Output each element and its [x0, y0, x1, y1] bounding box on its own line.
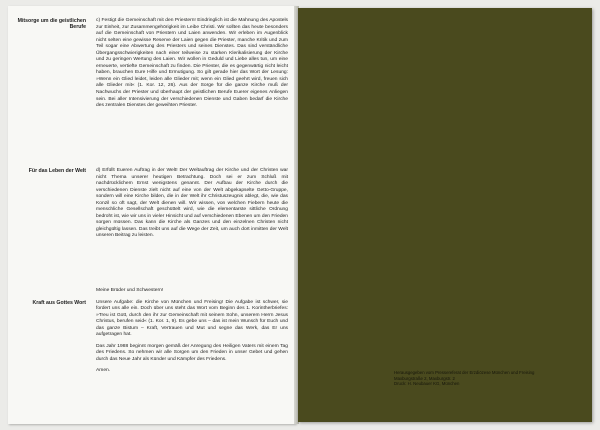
section-label: Kraft aus Gottes Wort [32, 300, 86, 306]
imprint-address: Maxburgstraße 2, Maxburgstr. 2 [394, 375, 455, 381]
paragraph: Das Jahr 1988 beginnt morgen gemäß der Anregung des Heiligen Vaters mit einem Tag des Friedens. So nehmen wir alle Sorgen um den Frieden in unser Gebet und gehen durch das Neue Jahr als Künder und Kämpfer des Friedens. [96, 343, 288, 362]
section-body [96, 288, 288, 380]
imprint-printer: Druck: H. Neubauer KG, München [394, 381, 460, 387]
section-body [96, 18, 288, 115]
imprint [394, 370, 584, 387]
greeting: Meine Brüder und Schwestern! [96, 288, 164, 293]
paragraph: Unsere Aufgabe: die Kirche von München und Freising! Die Aufgabe ist schwer, sie fordert uns alle ein. Doch über uns steht das Wort vom Beginn des 1. Korintherbriefes: »Treu ist Gott, durch den ihr zur Gemeinschaft mit seinem Sohn, unserem Herrn Jesus Christus, berufen seid« (1. Kor. 1, 9). Es gebe uns – das ist mein Wunsch für Euch und das ganze Bistum – Kraft, Vertrauen und Mut und segne das Werk, das Er uns aufgetragen hat. [96, 299, 288, 338]
section-label: Mitsorge um die geistlichen Berufe [17, 18, 86, 31]
section-label: Für das Leben der Welt [28, 168, 86, 174]
imprint-publisher: Herausgegeben vom Pressereferat der Erzdiözese München und Freising [394, 370, 535, 375]
left-page [8, 6, 296, 424]
paragraph: c) Festigt die Gemeinschaft mit den Priestern! Eindringlich ist die Mahnung des Apostels zur Einheit, zur Zusammengehörigkeit im Leibe Christi. Wir sollten das heute besonders auf die Gemeinschaft von Priestern und Laien anwenden. Wir erleben im Augenblick nicht selten eine gewisse Reserve der Laien gegen die Priester, manche Kritik und zum Teil sogar eine Abwertung des Priesters und seines Dienstes. Das sind verständliche Übergangsschwierigkeiten nach einer teilweise zu starken Klerikalisierung der Kirche und zu geringen Wertung des Laien. Wir wollen in Geduld und Liebe alles tun, um eine erneuerte, vertiefte Gemeinschaft zu finden. Die Priester, die es gegenwärtig nicht leicht haben, brauchen Eure Hilfe und Ermutigung. So gilt gerade hier das Wort der Lesung: »Wenn ein Glied leidet, leiden alle Glieder mit; wenn ein Glied geehrt wird, freuen sich alle Glieder mit« (1. Kor. 12, 26). Aus der Sorge für die ganze Kirche muß der Nachwuchs der Priester und überhaupt der geistlichen Berufe Euerer eigenes Anliegen sein. Bei aller Intensivierung der verschiedenen Dienste und Gaben bedarf die Kirche des zentralen Dienstes der geweihten Priester. [96, 18, 288, 109]
back-cover [298, 8, 592, 422]
closing: Amen. [96, 368, 111, 374]
paragraph: d) Erfüllt Eueren Auftrag in der Welt! Der Weltauftrag der Kirche und der Christen war nicht Thema unserer heutigen Betrachtung. Doch sei er zum Schluß mit nachdrücklichem Ernst wenigstens genannt. Der Aufbau der Kirche durch die verschiedenen Dienste zielt nicht auf eine von der Welt abgekapselte Getto-Gruppe, sondern will eine Kirche bilden, die in der Welt ihr Christuszeugnis ablegt, die, wie das Konzil so oft sagt, der Welt dienen will. Wir wissen, von welchen Fiebern heute die menschliche Gesellschaft geschüttelt wird, wie die elementarste sittliche Ordnung bedroht ist, wie wir uns in vieler Hinsicht und auf verschiedenen Ebenen um den Frieden sorgen müssen. Das kann die Kirche als Ganzes und den einzelnen Christen nicht gleichgültig lassen. Das treibt uns auf die Wege der Zeit, um auch dort inmitten der Welt unseren Beitrag zu leisten. [96, 168, 288, 239]
section-body [96, 168, 288, 245]
